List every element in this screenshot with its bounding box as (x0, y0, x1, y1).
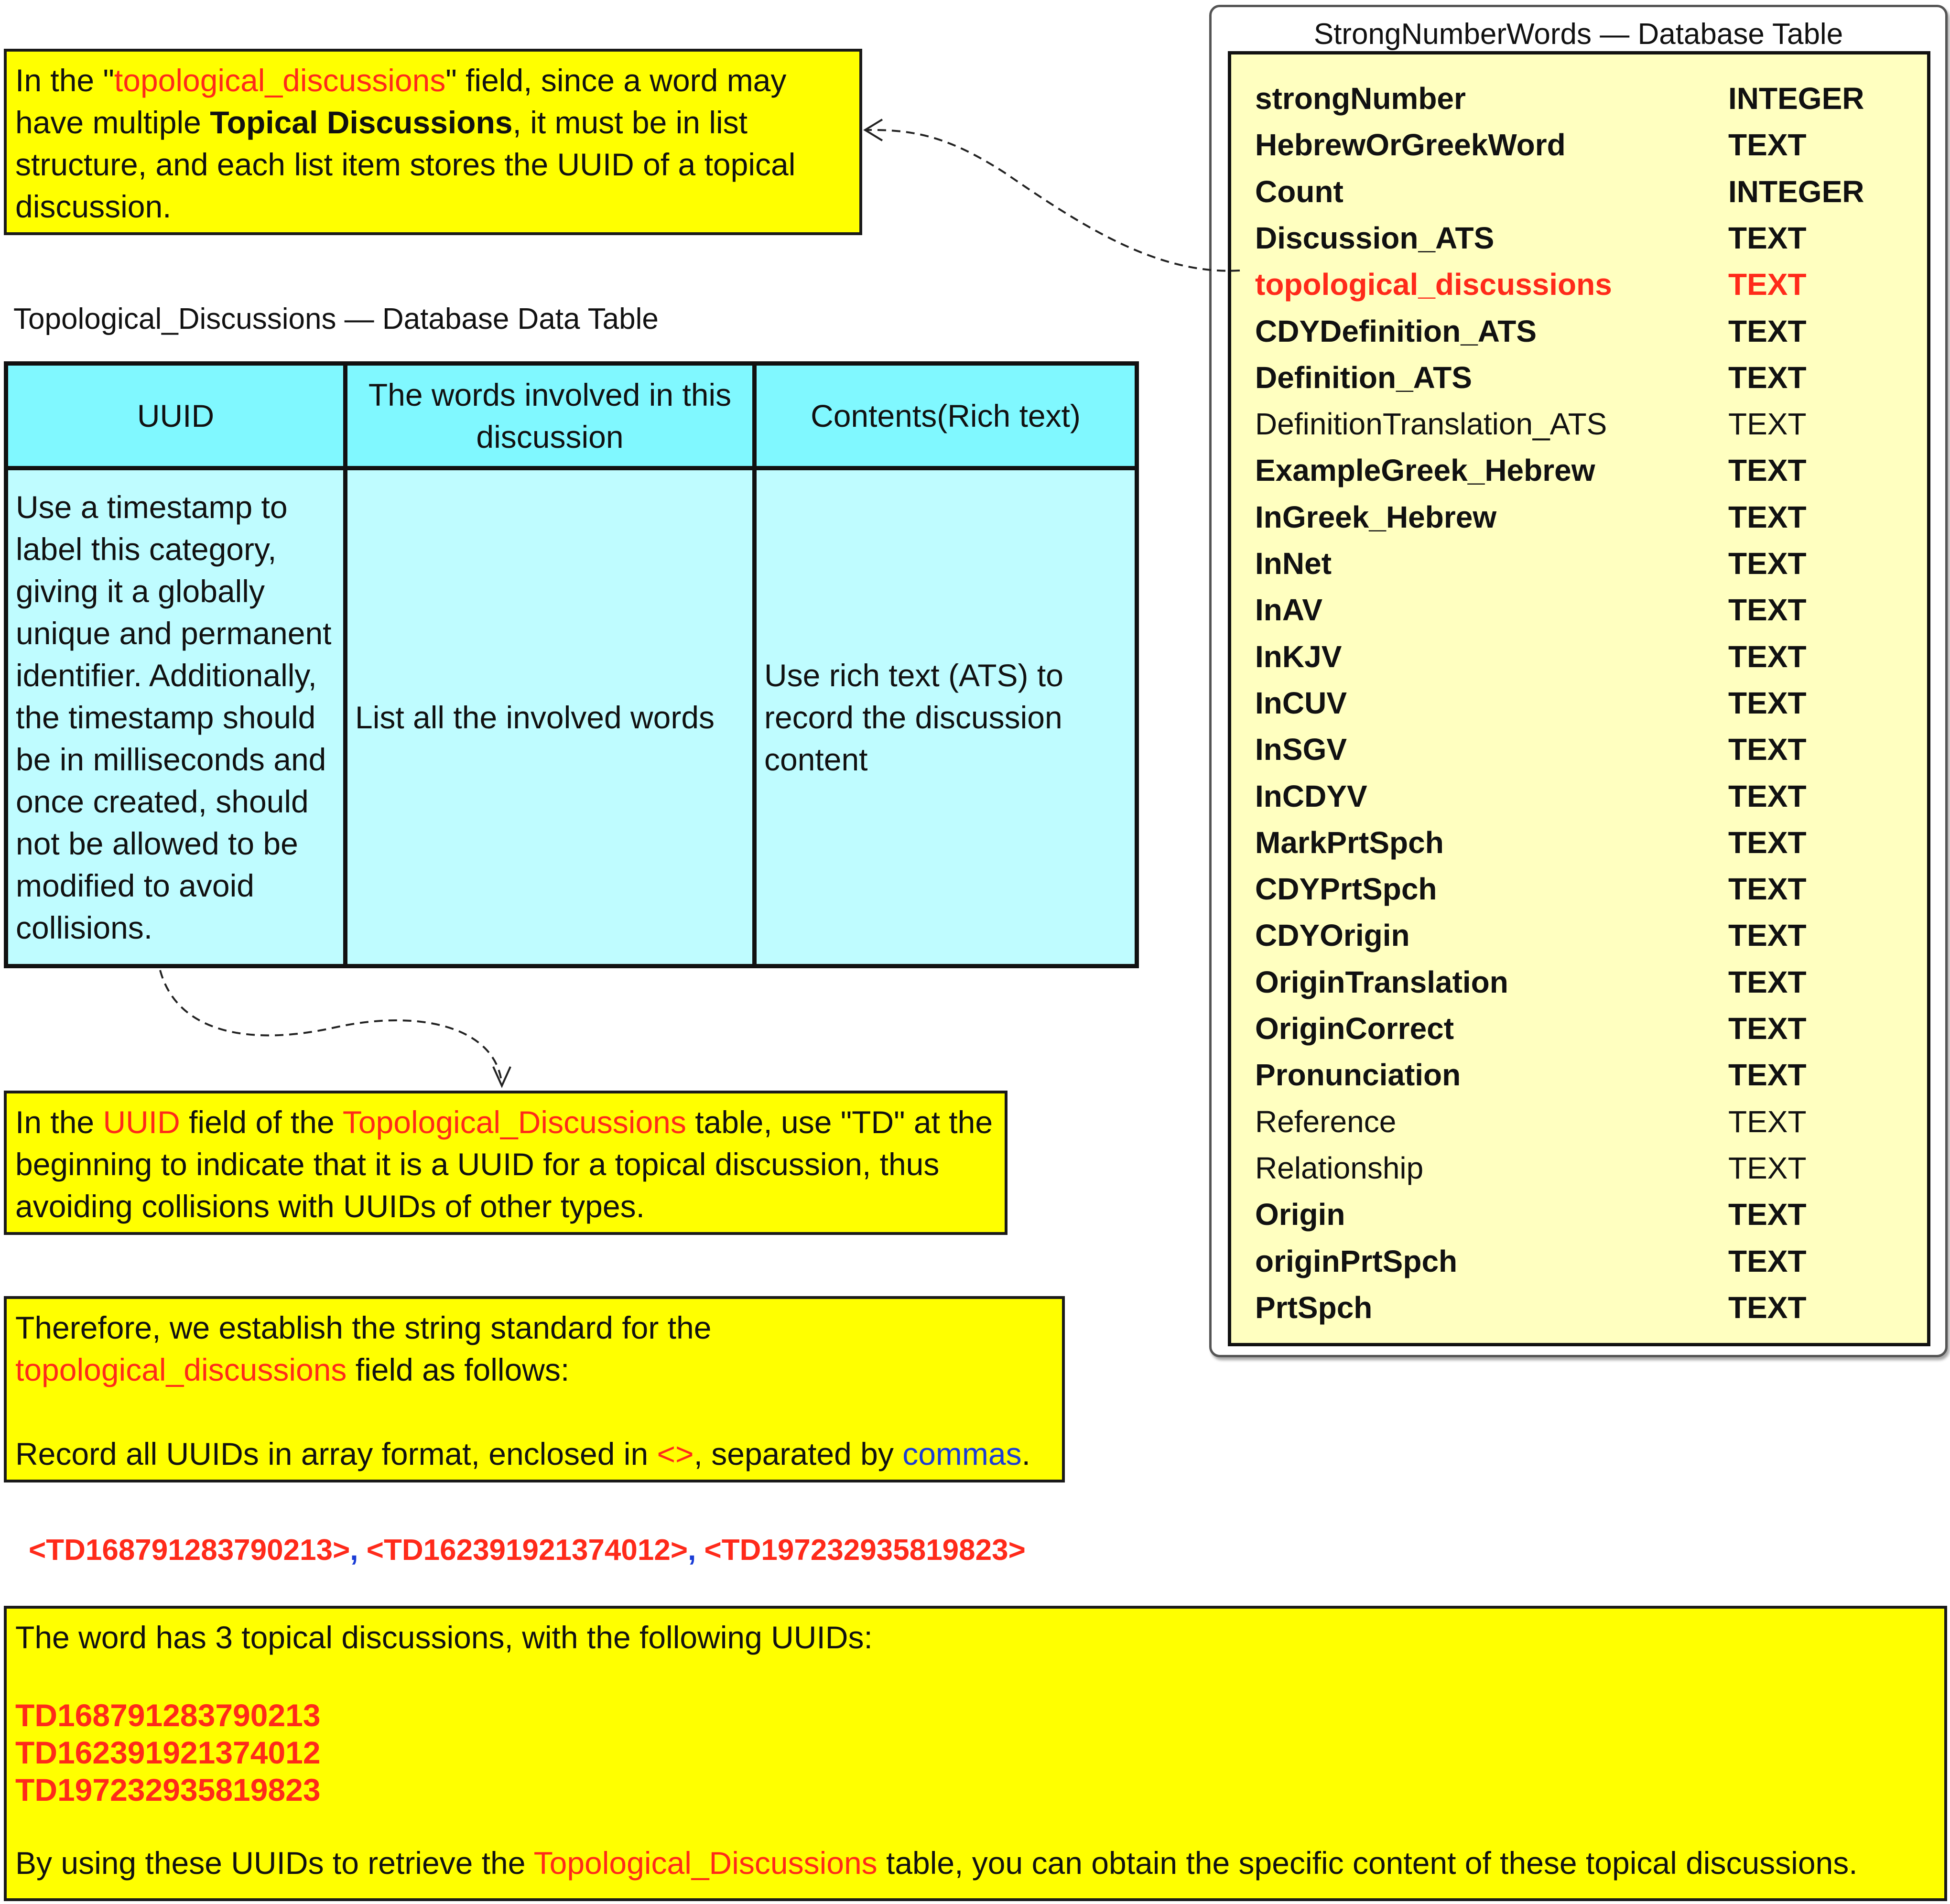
cell-contents-description: Use rich text (ATS) to record the discussion content (755, 468, 1137, 966)
snw-field-type: TEXT (1728, 407, 1807, 442)
snw-field-name: Pronunciation (1255, 1058, 1461, 1093)
snw-field-type: INTEGER (1728, 174, 1864, 209)
snw-field-name: Discussion_ATS (1255, 220, 1495, 255)
snw-field-name: InCDYV (1255, 779, 1367, 813)
note-standard-rule: Record all UUIDs in array format, enclosed in <>, separated by commas. (15, 1436, 1030, 1471)
note-uuid-list-conclusion: By using these UUIDs to retrieve the Topological_Discussions table, you can obtain the specific content of these topical discussions. (15, 1845, 1858, 1881)
snw-field-type: TEXT (1728, 128, 1807, 162)
uuid-example-item: <TD197232935819823> (704, 1534, 1026, 1567)
snw-field-name: CDYOrigin (1255, 918, 1410, 953)
note-uuid-prefix-text: In the UUID field of the Topological_Discussions table, use "TD" at the beginning to indicate that it is a UUID for a topical discussion, thus avoiding collisions with UUIDs of other types. (15, 1104, 993, 1224)
uuid-example-separator: , (688, 1534, 696, 1567)
snw-field-name: ExampleGreek_Hebrew (1255, 453, 1595, 488)
snw-field-name: OriginTranslation (1255, 964, 1508, 999)
note-standard-line1: Therefore, we establish the string standard for the topological_discussions field as follows: (15, 1310, 712, 1387)
snw-field-type: TEXT (1728, 453, 1807, 488)
topo-table-caption: Topological_Discussions — Database Data Table (13, 303, 659, 335)
snw-field-name: InCUV (1255, 685, 1347, 720)
snw-field-name: CDYPrtSpch (1255, 872, 1437, 907)
snw-field-name: originPrtSpch (1255, 1244, 1458, 1278)
snw-field-name: InKJV (1255, 639, 1342, 674)
snw-field-type: TEXT (1728, 1058, 1807, 1093)
snw-field-type: TEXT (1728, 267, 1807, 302)
snw-field-name: CDYDefinition_ATS (1255, 314, 1537, 348)
snw-field-type: TEXT (1728, 1244, 1807, 1278)
snw-field-type: TEXT (1728, 872, 1807, 907)
snw-field-type: TEXT (1728, 546, 1807, 581)
uuid-example-item: <TD168791283790213> (29, 1534, 350, 1567)
snw-field-type: TEXT (1728, 964, 1807, 999)
snw-field-name: InSGV (1255, 732, 1347, 767)
field-name-highlight: topological_discussions (114, 63, 446, 98)
arrow-field-to-note (865, 130, 1240, 271)
snw-panel-title: StrongNumberWords — Database Table (1313, 18, 1843, 51)
snw-field-name: Count (1255, 174, 1343, 209)
snw-field-type: TEXT (1728, 314, 1807, 348)
snw-field-type: TEXT (1728, 779, 1807, 813)
snw-field-name: OriginCorrect (1255, 1011, 1454, 1046)
snw-field-type: TEXT (1728, 1290, 1807, 1325)
snw-field-type: TEXT (1728, 1197, 1807, 1232)
snw-field-type: TEXT (1728, 499, 1807, 534)
header-uuid: UUID (6, 364, 346, 468)
snw-field-name: strongNumber (1255, 81, 1466, 116)
snw-field-name: Origin (1255, 1197, 1345, 1232)
snw-field-type: TEXT (1728, 732, 1807, 767)
snw-field-type: TEXT (1728, 685, 1807, 720)
snw-field-type: TEXT (1728, 825, 1807, 860)
snw-field-name: HebrewOrGreekWord (1255, 128, 1566, 162)
snw-field-name: InAV (1255, 593, 1323, 627)
note-uuid-list-intro: The word has 3 topical discussions, with the following UUIDs: (15, 1620, 873, 1655)
note-topological-list-text: In the "topological_discussions" field, since a word may have multiple Topical Discussions, it must be in list structure, and each list item stores the UUID of a topical discussion. (15, 63, 796, 224)
cell-words-description: List all the involved words (346, 468, 755, 966)
snw-field-type: TEXT (1728, 639, 1807, 674)
uuid-example-item: <TD162391921374012> (366, 1534, 688, 1567)
uuid-list-item: TD162391921374012 (15, 1735, 321, 1770)
snw-field-type: TEXT (1728, 918, 1807, 953)
uuid-list-item: TD197232935819823 (15, 1772, 321, 1807)
snw-field-name: InNet (1255, 546, 1332, 581)
cell-uuid-description: Use a timestamp to label this category, giving it a globally unique and permanent identifier. Additionally, the timestamp should be in milliseconds and once created, should not be allowed to be modified to avoid collisions. (6, 468, 346, 966)
snw-field-type: TEXT (1728, 593, 1807, 627)
snw-field-type: TEXT (1728, 1104, 1807, 1139)
snw-field-name: PrtSpch (1255, 1290, 1373, 1325)
snw-field-name: MarkPrtSpch (1255, 825, 1444, 860)
uuid-example-separator: , (350, 1534, 358, 1567)
snw-field-type: TEXT (1728, 220, 1807, 255)
snw-field-type: TEXT (1728, 360, 1807, 395)
arrow-head-uuid-to-note (493, 1067, 510, 1086)
snw-field-name: Relationship (1255, 1150, 1424, 1185)
snw-field-name: InGreek_Hebrew (1255, 499, 1497, 534)
header-words: The words involved in this discussion (346, 364, 755, 468)
snw-field-name: DefinitionTranslation_ATS (1255, 407, 1607, 442)
snw-field-type: INTEGER (1728, 81, 1864, 116)
snw-field-name: Definition_ATS (1255, 360, 1472, 395)
snw-field-name: topological_discussions (1255, 267, 1612, 302)
arrow-uuid-to-note (160, 970, 502, 1085)
snw-field-type: TEXT (1728, 1011, 1807, 1046)
uuid-list-item: TD168791283790213 (15, 1698, 321, 1733)
header-contents: Contents(Rich text) (755, 364, 1137, 468)
snw-field-name: Reference (1255, 1104, 1397, 1139)
snw-field-type: TEXT (1728, 1150, 1807, 1185)
